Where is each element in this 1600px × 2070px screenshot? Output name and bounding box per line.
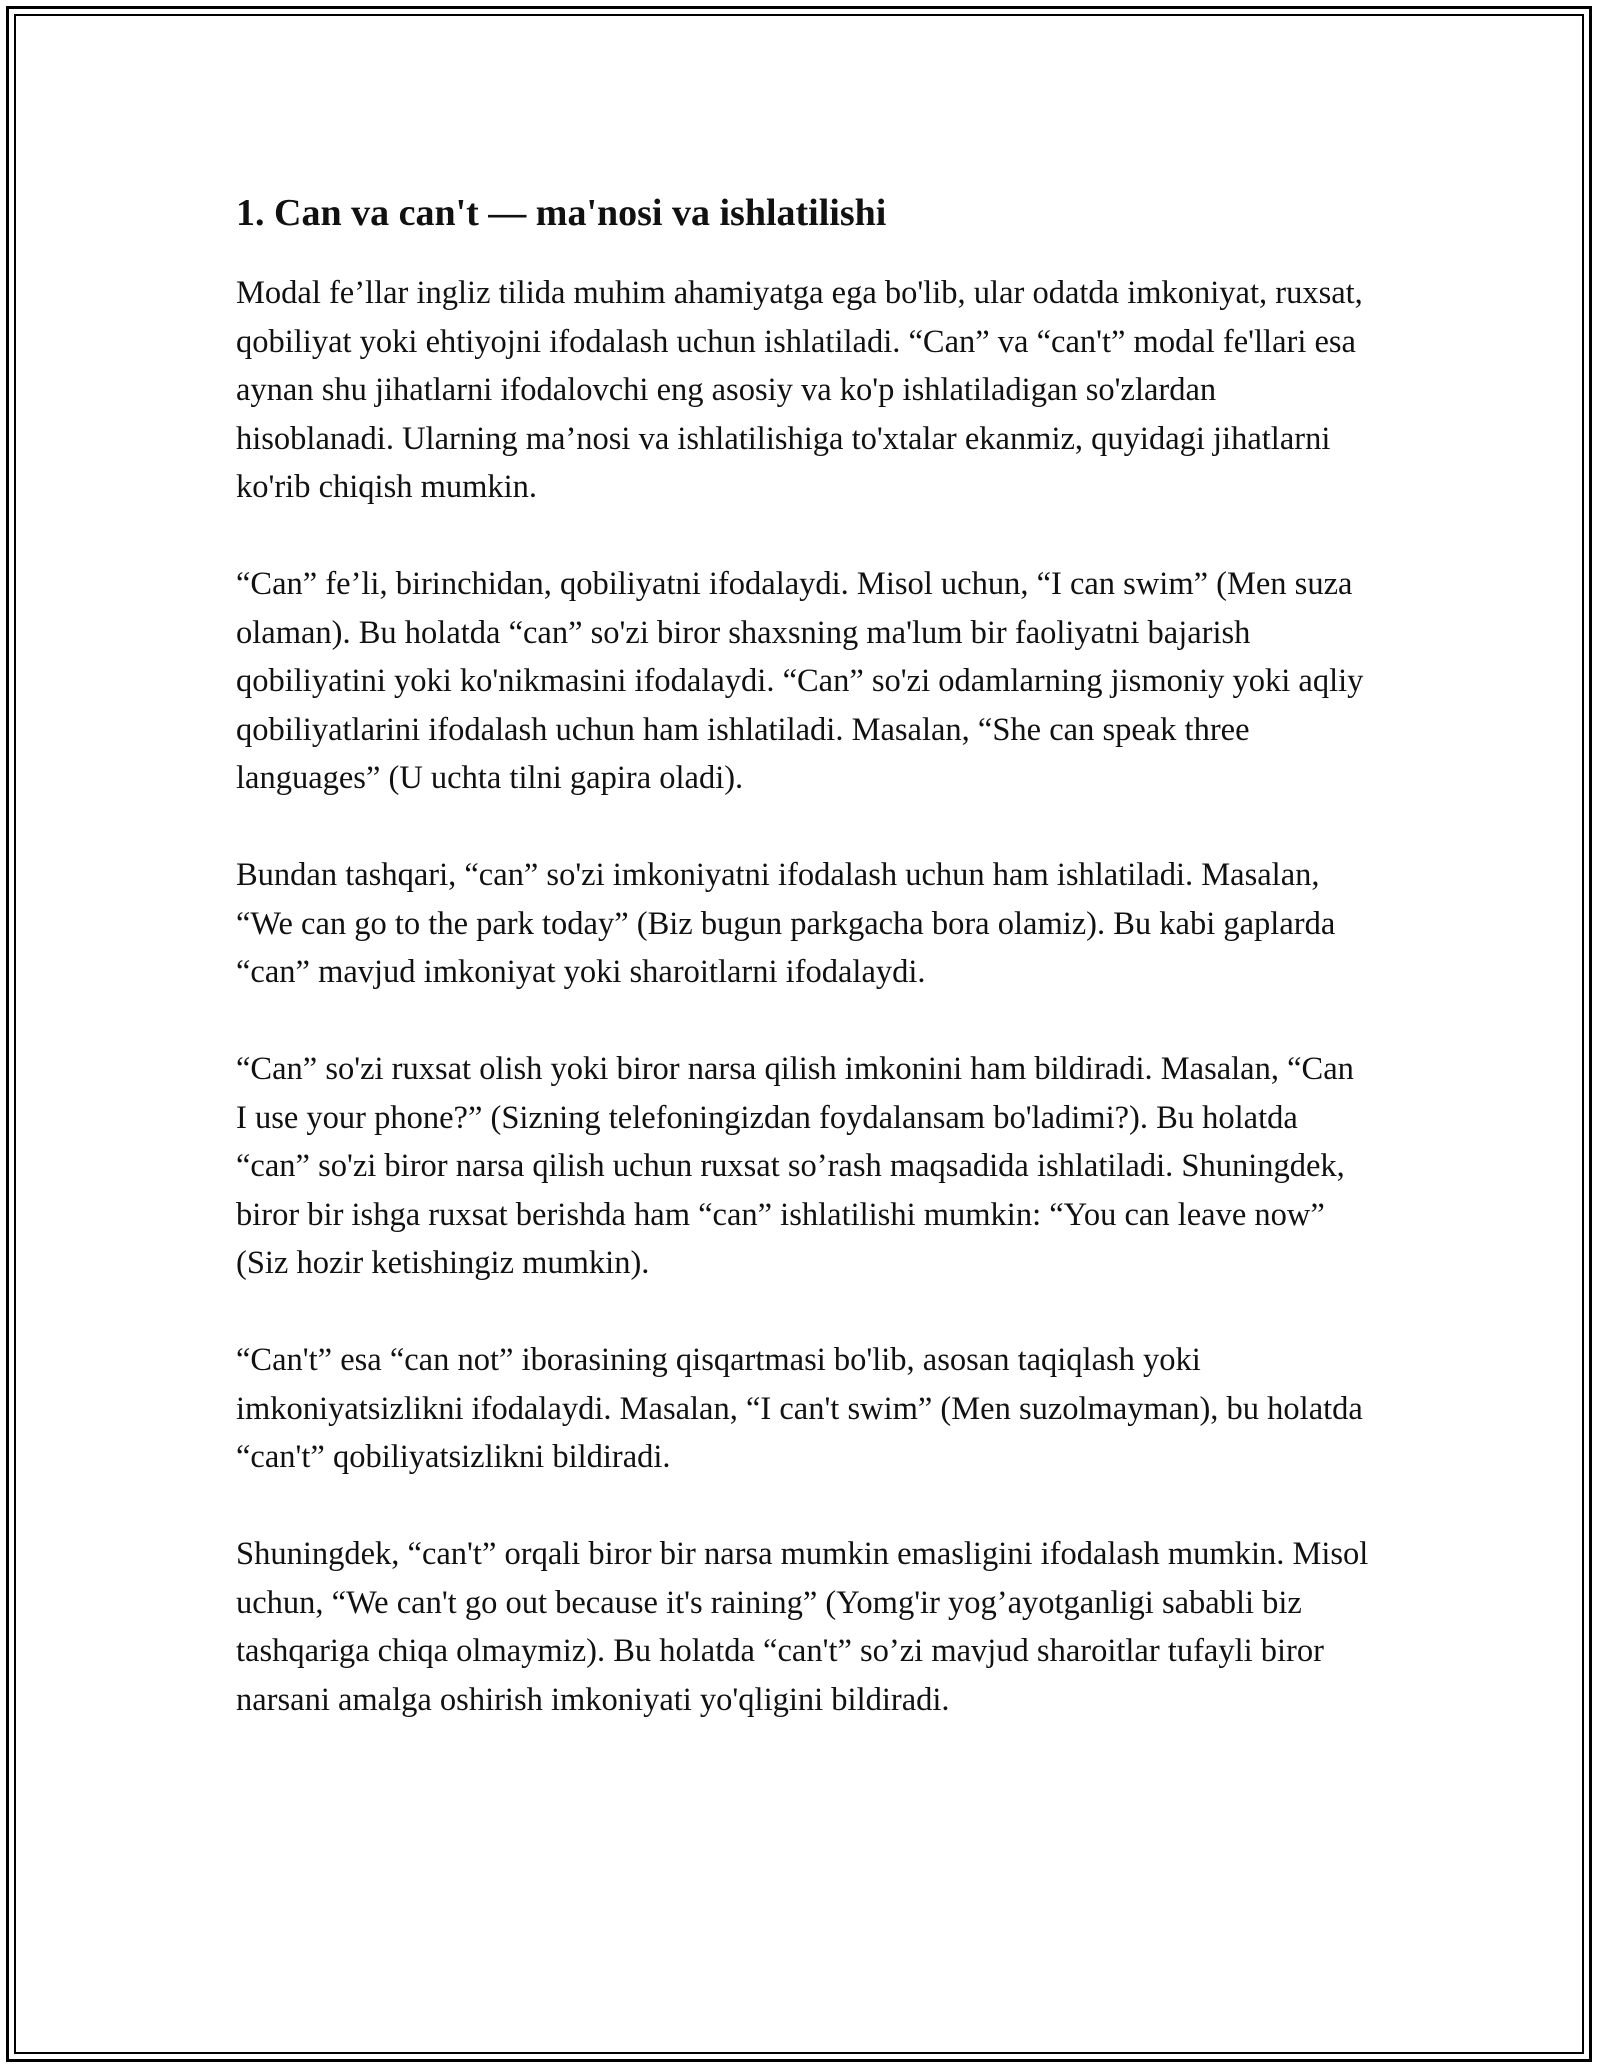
document-body — [236, 185, 1371, 1773]
paragraph-cant-impossibility: Shuningdek, “can't” orqali biror bir narsa mumkin emasligini ifodalash mumkin. Misol uchun, “We can't go out because it's raining” (Yomg'ir yog’ayotganligi sababli biz tashqariga chiqa olmaymiz). Bu holatda “can't” so’zi mavjud sharoitlar tufayli biror narsani amalga oshirish imkoniyati yo'qligini bildiradi. — [236, 1536, 1369, 1718]
paragraph-permission: “Can” so'zi ruxsat olish yoki biror narsa qilish imkonini ham bildiradi. Masalan, “Can I use your phone?” (Sizning telefoningizdan foydalansam bo'ladimi?). Bu holatda “can” so'zi biror narsa qilish uchun ruxsat so’rash maqsadida ishlatiladi. Shuningdek, biror bir ishga ruxsat berishda ham “can” ishlatilishi mumkin: “You can leave now” (Siz hozir ketishingiz mumkin). — [236, 1051, 1354, 1281]
paragraph-intro: Modal fe’llar ingliz tilida muhim ahamiyatga ega bo'lib, ular odatda imkoniyat, ruxsat, qobiliyat yoki ehtiyojni ifodalash uchun ishlatiladi. “Can” va “can't” modal fe'llari esa aynan shu jihatlarni ifodalovchi eng asosiy va ko'p ishlatiladigan so'zlardan hisoblanadi. Ularning ma’nosi va ishlatilishiga to'xtalar ekanmiz, quyidagi jihatlarni ko'rib chiqish mumkin. — [236, 275, 1363, 505]
paragraph-cant-inability: “Can't” esa “can not” iborasining qisqartmasi bo'lib, asosan taqiqlash yoki imkoniyatsizlikni ifodalaydi. Masalan, “I can't swim” (Men suzolmayman), bu holatda “can't” qobiliyatsizlikni bildiradi. — [236, 1342, 1363, 1475]
paragraph-possibility: Bundan tashqari, “can” so'zi imkoniyatni ifodalash uchun ham ishlatiladi. Masalan, “We can go to the park today” (Biz bugun parkgacha bora olamiz). Bu kabi gaplarda “can” mavjud imkoniyat yoki sharoitlarni ifodalaydi. — [236, 857, 1336, 990]
paragraph-ability: “Can” fe’li, birinchidan, qobiliyatni ifodalaydi. Misol uchun, “I can swim” (Men suza olaman). Bu holatda “can” so'zi biror shaxsning ma'lum bir faoliyatni bajarish qobiliyatini yoki ko'nikmasini ifodalaydi. “Can” so'zi odamlarning jismoniy yoki aqliy qobiliyatlarini ifodalash uchun ham ishlatiladi. Masalan, “She can speak three languages” (U uchta tilni gapira oladi). — [236, 566, 1364, 796]
page-title: 1. Can va can't — ma'nosi va ishlatilishi — [236, 192, 887, 234]
